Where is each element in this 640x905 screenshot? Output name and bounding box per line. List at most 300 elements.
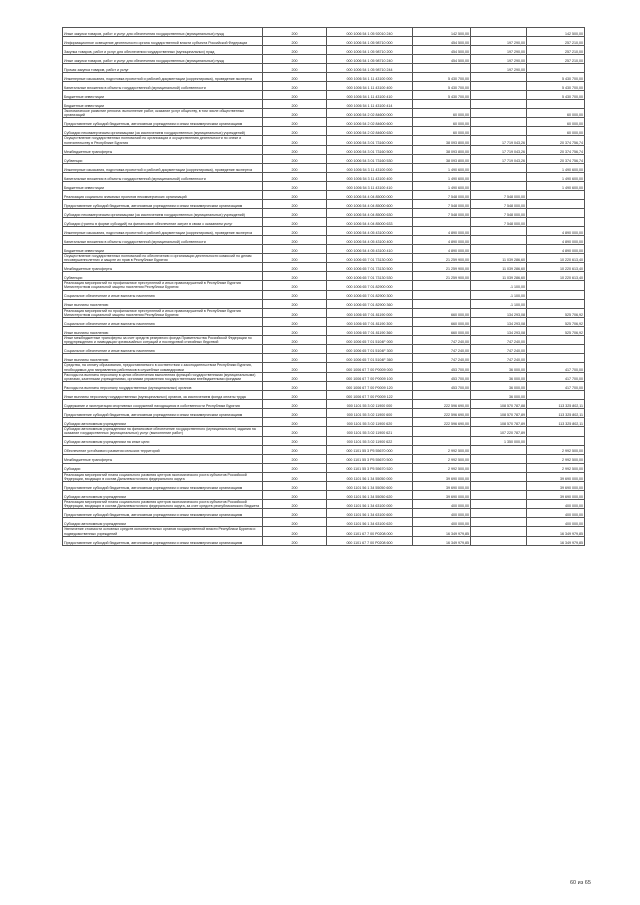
expense-name-cell: Капитальные вложения в объекты государственной (муниципальной) собственности bbox=[63, 82, 263, 91]
table-row bbox=[63, 235, 585, 244]
expense-name-cell: Социальное обеспечение и иные выплаты населению bbox=[63, 318, 263, 327]
executed-amount-cell bbox=[471, 172, 527, 181]
budget-code-cell: 000 1101 55 3 02 11900 620 bbox=[327, 418, 413, 427]
expense-name-cell: Капитальные вложения в объекты государственной (муниципальной) собственности bbox=[63, 172, 263, 181]
line-code-cell: 200 bbox=[263, 163, 327, 172]
line-code-cell: 200 bbox=[263, 327, 327, 336]
unexecuted-amount-cell: 417 700,00 bbox=[527, 382, 585, 391]
line-code-cell: 200 bbox=[263, 208, 327, 217]
budget-code-cell: 000 1101 55 3 02 11900 000 bbox=[327, 400, 413, 409]
unexecuted-amount-cell: 5 430 700,00 bbox=[527, 82, 585, 91]
unexecuted-amount-cell: 60 000,00 bbox=[527, 118, 585, 127]
line-code-cell: 200 bbox=[263, 299, 327, 308]
table-row bbox=[63, 37, 585, 46]
approved-amount-cell bbox=[413, 281, 471, 290]
budget-code-cell: 000 1006 54 1 11 43100 400 bbox=[327, 82, 413, 91]
approved-amount-cell: 660 000,00 bbox=[413, 327, 471, 336]
approved-amount-cell: 5 430 700,00 bbox=[413, 91, 471, 100]
budget-code-cell: 000 1006 65 7 01 5104F 360 bbox=[327, 354, 413, 363]
approved-amount-cell: 1 490 600,00 bbox=[413, 181, 471, 190]
table-row bbox=[63, 163, 585, 172]
table-row bbox=[63, 272, 585, 281]
budget-code-cell: 000 1101 67 7 00 Р0208 000 bbox=[327, 527, 413, 536]
expense-name-cell: Осуществление государственных полномочий по организации и осуществлению деятельности по опеке и попечительству в Республике Бурятия bbox=[63, 136, 263, 145]
line-code-cell: 200 bbox=[263, 190, 327, 199]
executed-amount-cell: -1 100,00 bbox=[471, 281, 527, 290]
approved-amount-cell: 453 700,00 bbox=[413, 382, 471, 391]
approved-amount-cell: 1 490 600,00 bbox=[413, 163, 471, 172]
executed-amount-cell: 747 240,00 bbox=[471, 336, 527, 345]
table-row bbox=[63, 318, 585, 327]
budget-code-cell: 000 1006 54 1 05 98710 244 bbox=[327, 64, 413, 73]
expense-name-cell: Иные межбюджетные трансферты за счет средств резервного фонда Правительства Российской Федерации по предупреждению и ликвидации чрезвычайных ситуаций и последствий стихийных бедствий bbox=[63, 336, 263, 345]
expense-name-cell: Субсидии автономным учреждениям bbox=[63, 491, 263, 500]
budget-code-cell: 000 1101 56 1 34 55050 600 bbox=[327, 482, 413, 491]
line-code-cell: 200 bbox=[263, 136, 327, 145]
table-row bbox=[63, 28, 585, 37]
executed-amount-cell bbox=[471, 536, 527, 545]
budget-code-cell: 000 1006 65 7 01 81190 300 bbox=[327, 318, 413, 327]
unexecuted-amount-cell: 257 210,00 bbox=[527, 55, 585, 64]
line-code-cell: 200 bbox=[263, 363, 327, 372]
unexecuted-amount-cell: 4 890 000,00 bbox=[527, 226, 585, 235]
approved-amount-cell bbox=[413, 217, 471, 226]
expense-name-cell: Предоставление субсидий бюджетным, автономным учреждениям и иным некоммерческим организациям bbox=[63, 536, 263, 545]
budget-code-cell: 000 1006 54 1 05 98710 000 bbox=[327, 37, 413, 46]
table-row bbox=[63, 418, 585, 427]
unexecuted-amount-cell bbox=[527, 100, 585, 109]
budget-code-cell: 000 1006 65 7 01 81190 360 bbox=[327, 327, 413, 336]
line-code-cell: 200 bbox=[263, 372, 327, 381]
line-code-cell: 200 bbox=[263, 73, 327, 82]
approved-amount-cell: 5 430 700,00 bbox=[413, 73, 471, 82]
budget-code-cell: 000 1006 65 7 01 73130 000 bbox=[327, 253, 413, 262]
line-code-cell: 200 bbox=[263, 127, 327, 136]
expense-name-cell: Иные выплаты населению bbox=[63, 354, 263, 363]
unexecuted-amount-cell: 525 706,92 bbox=[527, 327, 585, 336]
approved-amount-cell: 5 430 700,00 bbox=[413, 82, 471, 91]
table-row bbox=[63, 491, 585, 500]
expense-name-cell: Предоставление субсидий бюджетным, автономным учреждениям и иным некоммерческим организациям bbox=[63, 409, 263, 418]
unexecuted-amount-cell: 525 706,92 bbox=[527, 308, 585, 317]
line-code-cell: 200 bbox=[263, 244, 327, 253]
table-row bbox=[63, 253, 585, 262]
line-code-cell: 200 bbox=[263, 345, 327, 354]
table-row bbox=[63, 290, 585, 299]
unexecuted-amount-cell bbox=[527, 199, 585, 208]
line-code-cell: 200 bbox=[263, 64, 327, 73]
executed-amount-cell: -1 100,00 bbox=[471, 290, 527, 299]
budget-code-cell: 000 1101 55 3 P5 55670 000 bbox=[327, 445, 413, 454]
table-row bbox=[63, 472, 585, 481]
approved-amount-cell: 454 500,00 bbox=[413, 55, 471, 64]
line-code-cell: 200 bbox=[263, 290, 327, 299]
line-code-cell: 200 bbox=[263, 427, 327, 436]
table-row bbox=[63, 427, 585, 436]
expense-name-cell: Иные выплаты населению bbox=[63, 299, 263, 308]
budget-execution-table-page bbox=[62, 27, 584, 546]
table-row bbox=[63, 244, 585, 253]
line-code-cell: 200 bbox=[263, 409, 327, 418]
executed-amount-cell bbox=[471, 244, 527, 253]
expense-name-cell: Обеспечение устойчивого развития сельских территорий bbox=[63, 445, 263, 454]
budget-code-cell: 000 1101 55 3 02 11900 621 bbox=[327, 427, 413, 436]
table-row bbox=[63, 536, 585, 545]
unexecuted-amount-cell: 16 349 979,85 bbox=[527, 536, 585, 545]
table-row bbox=[63, 82, 585, 91]
approved-amount-cell: 1 490 600,00 bbox=[413, 172, 471, 181]
budget-code-cell: 000 1006 65 7 01 73130 530 bbox=[327, 272, 413, 281]
line-code-cell: 200 bbox=[263, 509, 327, 518]
budget-code-cell: 000 1006 54 3 01 73160 530 bbox=[327, 154, 413, 163]
table-row bbox=[63, 181, 585, 190]
executed-amount-cell bbox=[471, 226, 527, 235]
budget-code-cell: 000 1006 65 7 01 82900 360 bbox=[327, 299, 413, 308]
line-code-cell: 200 bbox=[263, 181, 327, 190]
line-code-cell: 200 bbox=[263, 436, 327, 445]
table-row bbox=[63, 454, 585, 463]
table-row bbox=[63, 154, 585, 163]
budget-code-cell: 000 1006 54 1 11 43100 000 bbox=[327, 73, 413, 82]
budget-code-cell: 000 1006 54 1 05 98710 240 bbox=[327, 55, 413, 64]
line-code-cell: 200 bbox=[263, 391, 327, 400]
budget-code-cell: 000 1006 54 1 11 43100 414 bbox=[327, 100, 413, 109]
budget-code-cell: 000 1006 65 7 01 5104F 000 bbox=[327, 336, 413, 345]
unexecuted-amount-cell: 400 000,00 bbox=[527, 509, 585, 518]
line-code-cell: 200 bbox=[263, 518, 327, 527]
expense-name-cell: Средства, на оплату образования, предоставляемого в соответствии с законодательством Республики Бурятия, необходимых для направления работников в служебные командировки bbox=[63, 363, 263, 372]
table-row bbox=[63, 263, 585, 272]
line-code-cell: 200 bbox=[263, 217, 327, 226]
expense-name-cell: Субвенции bbox=[63, 272, 263, 281]
line-code-cell: 200 bbox=[263, 482, 327, 491]
table-row bbox=[63, 509, 585, 518]
budget-code-cell: 000 1006 67 7 00 Р0009 120 bbox=[327, 382, 413, 391]
executed-amount-cell bbox=[471, 181, 527, 190]
executed-amount-cell: 17 719 043,26 bbox=[471, 136, 527, 145]
expense-name-cell: Бюджетные инвестиции bbox=[63, 181, 263, 190]
budget-code-cell: 000 1006 54 1 11 43100 410 bbox=[327, 91, 413, 100]
approved-amount-cell: 21 259 900,00 bbox=[413, 253, 471, 262]
expense-name-cell: Иные закупки товаров, работ и услуг для обеспечения государственных (муниципальных) нужд bbox=[63, 55, 263, 64]
table-body bbox=[63, 28, 585, 546]
unexecuted-amount-cell bbox=[527, 391, 585, 400]
executed-amount-cell bbox=[471, 445, 527, 454]
table-row bbox=[63, 527, 585, 536]
budget-code-cell: 000 1006 54 2 02 84600 600 bbox=[327, 118, 413, 127]
unexecuted-amount-cell bbox=[527, 427, 585, 436]
table-row bbox=[63, 55, 585, 64]
executed-amount-cell bbox=[471, 100, 527, 109]
approved-amount-cell: 400 000,00 bbox=[413, 518, 471, 527]
executed-amount-cell: 11 039 286,60 bbox=[471, 263, 527, 272]
executed-amount-cell: 36 000,00 bbox=[471, 382, 527, 391]
expense-name-cell: Предоставление субсидий бюджетным, автономным учреждениям и иным некоммерческим организациям bbox=[63, 118, 263, 127]
unexecuted-amount-cell: 417 700,00 bbox=[527, 372, 585, 381]
expense-name-cell: Субсидии автономным учреждениям bbox=[63, 418, 263, 427]
executed-amount-cell: 134 293,08 bbox=[471, 308, 527, 317]
unexecuted-amount-cell: 1 490 600,00 bbox=[527, 172, 585, 181]
budget-code-cell: 000 1006 54 4 04 85000 600 bbox=[327, 199, 413, 208]
budget-code-cell: 000 1006 54 4 05 43100 400 bbox=[327, 235, 413, 244]
budget-code-cell: 000 1101 56 1 34 55050 620 bbox=[327, 491, 413, 500]
approved-amount-cell: 21 259 900,00 bbox=[413, 272, 471, 281]
line-code-cell: 200 bbox=[263, 46, 327, 55]
expense-name-cell: Бюджетные инвестиции bbox=[63, 91, 263, 100]
budget-code-cell: 000 1006 54 3 01 73160 500 bbox=[327, 145, 413, 154]
table-row bbox=[63, 482, 585, 491]
approved-amount-cell bbox=[413, 427, 471, 436]
line-code-cell: 200 bbox=[263, 100, 327, 109]
executed-amount-cell: 747 240,00 bbox=[471, 354, 527, 363]
executed-amount-cell: 7 548 000,00 bbox=[471, 217, 527, 226]
budget-code-cell: 000 1006 65 7 01 5104F 300 bbox=[327, 345, 413, 354]
executed-amount-cell bbox=[471, 491, 527, 500]
executed-amount-cell bbox=[471, 454, 527, 463]
executed-amount-cell: 134 293,08 bbox=[471, 327, 527, 336]
budget-code-cell: 000 1006 67 7 00 Р0009 100 bbox=[327, 372, 413, 381]
line-code-cell: 200 bbox=[263, 400, 327, 409]
expense-name-cell: Межбюджетные трансферты bbox=[63, 454, 263, 463]
unexecuted-amount-cell: 113 325 802,11 bbox=[527, 418, 585, 427]
expense-name-cell: Реализация мероприятий по профилактике преступлений и иных правонарушений в Республике Бурятия Министерством социальной защиты населения Республики Бурятия bbox=[63, 281, 263, 290]
table-row bbox=[63, 409, 585, 418]
unexecuted-amount-cell bbox=[527, 354, 585, 363]
table-row bbox=[63, 391, 585, 400]
unexecuted-amount-cell: 400 000,00 bbox=[527, 518, 585, 527]
budget-code-cell: 000 1006 54 1 05 98710 200 bbox=[327, 46, 413, 55]
approved-amount-cell bbox=[413, 436, 471, 445]
expense-name-cell: Субсидии автономным учреждениям на финансовое обеспечение государственного (муниципального) задания на оказание государственных (муниципальных) услуг (выполнение работ) bbox=[63, 427, 263, 436]
executed-amount-cell: 7 548 000,00 bbox=[471, 199, 527, 208]
table-row bbox=[63, 299, 585, 308]
unexecuted-amount-cell: 10 220 613,40 bbox=[527, 263, 585, 272]
approved-amount-cell: 7 548 000,00 bbox=[413, 208, 471, 217]
unexecuted-amount-cell bbox=[527, 281, 585, 290]
expense-name-cell: Субсидии некоммерческим организациям (за исключением государственных (муниципальных) учреждений) bbox=[63, 208, 263, 217]
approved-amount-cell: 4 890 000,00 bbox=[413, 226, 471, 235]
line-code-cell: 200 bbox=[263, 500, 327, 509]
approved-amount-cell: 222 596 690,00 bbox=[413, 418, 471, 427]
unexecuted-amount-cell: 16 349 979,85 bbox=[527, 527, 585, 536]
executed-amount-cell bbox=[471, 527, 527, 536]
table-row bbox=[63, 199, 585, 208]
executed-amount-cell: 17 719 043,26 bbox=[471, 154, 527, 163]
approved-amount-cell: 747 240,00 bbox=[413, 354, 471, 363]
unexecuted-amount-cell bbox=[527, 299, 585, 308]
unexecuted-amount-cell: 257 210,00 bbox=[527, 37, 585, 46]
line-code-cell: 200 bbox=[263, 472, 327, 481]
budget-code-cell: 000 1101 55 3 P5 55670 520 bbox=[327, 463, 413, 472]
approved-amount-cell: 21 259 900,00 bbox=[413, 263, 471, 272]
unexecuted-amount-cell: 2 992 500,00 bbox=[527, 445, 585, 454]
unexecuted-amount-cell: 39 690 000,00 bbox=[527, 491, 585, 500]
unexecuted-amount-cell: 60 000,00 bbox=[527, 109, 585, 118]
table-row bbox=[63, 436, 585, 445]
budget-code-cell: 000 1101 55 3 02 11900 622 bbox=[327, 436, 413, 445]
unexecuted-amount-cell bbox=[527, 436, 585, 445]
line-code-cell: 200 bbox=[263, 382, 327, 391]
budget-code-cell: 000 1101 56 1 34 63100 000 bbox=[327, 500, 413, 509]
executed-amount-cell bbox=[471, 118, 527, 127]
table-row bbox=[63, 445, 585, 454]
executed-amount-cell bbox=[471, 235, 527, 244]
approved-amount-cell: 2 992 500,00 bbox=[413, 454, 471, 463]
executed-amount-cell bbox=[471, 472, 527, 481]
table-row bbox=[63, 190, 585, 199]
expense-name-cell: Предоставление субсидий бюджетным, автономным учреждениям и иным некоммерческим организациям bbox=[63, 509, 263, 518]
table-row bbox=[63, 208, 585, 217]
table-row bbox=[63, 109, 585, 118]
approved-amount-cell: 747 240,00 bbox=[413, 336, 471, 345]
table-row bbox=[63, 500, 585, 509]
unexecuted-amount-cell: 417 700,00 bbox=[527, 363, 585, 372]
approved-amount-cell: 4 890 000,00 bbox=[413, 244, 471, 253]
line-code-cell: 200 bbox=[263, 118, 327, 127]
executed-amount-cell: 134 293,08 bbox=[471, 318, 527, 327]
expense-name-cell: Межбюджетные трансферты bbox=[63, 145, 263, 154]
expense-name-cell: Реализация мероприятий по профилактике преступлений и иных правонарушений в Республике Бурятия Министерством социальной защиты населения Республики Бурятия bbox=[63, 308, 263, 317]
approved-amount-cell: 16 349 979,85 bbox=[413, 536, 471, 545]
budget-code-cell: 000 1006 65 7 01 81190 000 bbox=[327, 308, 413, 317]
executed-amount-cell: 747 240,00 bbox=[471, 345, 527, 354]
unexecuted-amount-cell: 5 430 700,00 bbox=[527, 73, 585, 82]
unexecuted-amount-cell: 1 490 600,00 bbox=[527, 181, 585, 190]
expense-name-cell: Субсидии bbox=[63, 463, 263, 472]
executed-amount-cell: 17 719 043,26 bbox=[471, 145, 527, 154]
table-row bbox=[63, 372, 585, 381]
budget-code-cell: 000 1006 54 3 11 43100 410 bbox=[327, 181, 413, 190]
approved-amount-cell: 400 000,00 bbox=[413, 500, 471, 509]
budget-code-cell: 000 1006 65 7 01 82900 300 bbox=[327, 290, 413, 299]
line-code-cell: 200 bbox=[263, 82, 327, 91]
unexecuted-amount-cell: 113 325 802,11 bbox=[527, 400, 585, 409]
approved-amount-cell: 2 992 500,00 bbox=[413, 445, 471, 454]
budget-code-cell: 000 1006 54 4 05 43100 000 bbox=[327, 226, 413, 235]
expense-name-cell: Осуществление государственных полномочий по обеспечению и организации деятельности комиссий по делам несовершеннолетних и защите их прав в Республике Бурятия bbox=[63, 253, 263, 262]
table-row bbox=[63, 73, 585, 82]
approved-amount-cell: 38 093 800,00 bbox=[413, 154, 471, 163]
expense-name-cell: Субвенции bbox=[63, 154, 263, 163]
unexecuted-amount-cell: 525 706,92 bbox=[527, 318, 585, 327]
table-row bbox=[63, 400, 585, 409]
expense-name-cell: Субсидии автономным учреждениям на иные цели bbox=[63, 436, 263, 445]
expense-name-cell: Содержание и эксплуатация спортивных сооружений находящихся в собственности Республики Бурятия bbox=[63, 400, 263, 409]
approved-amount-cell bbox=[413, 299, 471, 308]
table-row bbox=[63, 354, 585, 363]
expense-name-cell: Межбюджетные трансферты bbox=[63, 263, 263, 272]
budget-code-cell: 000 1101 56 1 34 63100 620 bbox=[327, 518, 413, 527]
budget-code-cell: 000 1006 54 4 04 85000 633 bbox=[327, 217, 413, 226]
unexecuted-amount-cell: 10 220 613,40 bbox=[527, 253, 585, 262]
executed-amount-cell: 197 290,00 bbox=[471, 64, 527, 73]
unexecuted-amount-cell bbox=[527, 345, 585, 354]
executed-amount-cell: 7 548 000,00 bbox=[471, 208, 527, 217]
expense-name-cell: Инженерные изыскания, подготовка проектной и рабочей документации (корректировка), проведение экспертиз bbox=[63, 163, 263, 172]
line-code-cell: 200 bbox=[263, 281, 327, 290]
unexecuted-amount-cell bbox=[527, 336, 585, 345]
unexecuted-amount-cell: 1 490 600,00 bbox=[527, 163, 585, 172]
unexecuted-amount-cell: 113 325 802,11 bbox=[527, 409, 585, 418]
approved-amount-cell: 60 000,00 bbox=[413, 118, 471, 127]
unexecuted-amount-cell bbox=[527, 290, 585, 299]
table-row bbox=[63, 127, 585, 136]
line-code-cell: 200 bbox=[263, 336, 327, 345]
budget-code-cell: 000 1101 67 7 00 Р0208 600 bbox=[327, 536, 413, 545]
expense-name-cell: Социальное обеспечение и иные выплаты населению bbox=[63, 345, 263, 354]
expense-name-cell: Информационное освещение деятельности органа государственной власти субъекта Российской Федерации bbox=[63, 37, 263, 46]
budget-code-cell: 000 1006 54 3 11 43100 000 bbox=[327, 163, 413, 172]
table-row bbox=[63, 463, 585, 472]
executed-amount-cell: 7 548 000,00 bbox=[471, 190, 527, 199]
expense-name-cell: Экономическое развитие региона: выполнение работ, оказание услуг обществу, в том числе общественных организаций bbox=[63, 109, 263, 118]
executed-amount-cell bbox=[471, 482, 527, 491]
line-code-cell: 200 bbox=[263, 55, 327, 64]
table-row bbox=[63, 382, 585, 391]
budget-execution-table bbox=[62, 27, 585, 546]
line-code-cell: 200 bbox=[263, 37, 327, 46]
budget-code-cell: 000 1006 54 4 04 85000 630 bbox=[327, 208, 413, 217]
executed-amount-cell bbox=[471, 109, 527, 118]
expense-name-cell: Бюджетные инвестиции bbox=[63, 244, 263, 253]
expense-name-cell: Закупка товаров, работ и услуг для обеспечения государственных (муниципальных) нужд bbox=[63, 46, 263, 55]
executed-amount-cell: 11 039 286,60 bbox=[471, 253, 527, 262]
expense-name-cell: Субсидии (гранты в форме субсидий) на финансовое обеспечение затрат в связи с оказанием услуг bbox=[63, 217, 263, 226]
executed-amount-cell bbox=[471, 82, 527, 91]
executed-amount-cell bbox=[471, 127, 527, 136]
line-code-cell: 200 bbox=[263, 463, 327, 472]
approved-amount-cell: 39 690 000,00 bbox=[413, 472, 471, 481]
budget-code-cell: 000 1006 54 1 05 92010 240 bbox=[327, 28, 413, 37]
executed-amount-cell: 108 570 787,88 bbox=[471, 400, 527, 409]
approved-amount-cell: 4 890 000,00 bbox=[413, 235, 471, 244]
executed-amount-cell: 108 570 787,89 bbox=[471, 418, 527, 427]
line-code-cell: 200 bbox=[263, 145, 327, 154]
table-row bbox=[63, 217, 585, 226]
table-row bbox=[63, 281, 585, 290]
line-code-cell: 200 bbox=[263, 454, 327, 463]
approved-amount-cell bbox=[413, 100, 471, 109]
expense-name-cell: Предоставление субсидий бюджетным, автономным учреждениям и иным некоммерческим организациям bbox=[63, 199, 263, 208]
budget-code-cell: 000 1006 54 3 11 43100 400 bbox=[327, 172, 413, 181]
table-row bbox=[63, 308, 585, 317]
budget-code-cell: 000 1006 65 7 01 82900 000 bbox=[327, 281, 413, 290]
executed-amount-cell bbox=[471, 91, 527, 100]
line-code-cell: 200 bbox=[263, 354, 327, 363]
line-code-cell: 200 bbox=[263, 536, 327, 545]
budget-code-cell: 000 1006 65 7 01 73130 500 bbox=[327, 263, 413, 272]
expense-name-cell: Прочая закупка товаров, работ и услуг bbox=[63, 64, 263, 73]
unexecuted-amount-cell bbox=[527, 217, 585, 226]
budget-code-cell: 000 1006 54 2 02 84600 630 bbox=[327, 127, 413, 136]
executed-amount-cell bbox=[471, 73, 527, 82]
line-code-cell: 200 bbox=[263, 263, 327, 272]
line-code-cell: 200 bbox=[263, 28, 327, 37]
expense-name-cell: Иные выплаты населению bbox=[63, 327, 263, 336]
approved-amount-cell: 39 690 000,00 bbox=[413, 482, 471, 491]
unexecuted-amount-cell: 4 890 000,00 bbox=[527, 244, 585, 253]
approved-amount-cell: 660 000,00 bbox=[413, 318, 471, 327]
expense-name-cell: Реализация социально значимых проектов некоммерческих организаций bbox=[63, 190, 263, 199]
approved-amount-cell: 660 000,00 bbox=[413, 308, 471, 317]
expense-name-cell: Социальное обеспечение и иные выплаты населению bbox=[63, 290, 263, 299]
line-code-cell: 200 bbox=[263, 527, 327, 536]
line-code-cell: 200 bbox=[263, 308, 327, 317]
line-code-cell: 200 bbox=[263, 235, 327, 244]
unexecuted-amount-cell: 400 000,00 bbox=[527, 500, 585, 509]
line-code-cell: 200 bbox=[263, 318, 327, 327]
table-row bbox=[63, 91, 585, 100]
